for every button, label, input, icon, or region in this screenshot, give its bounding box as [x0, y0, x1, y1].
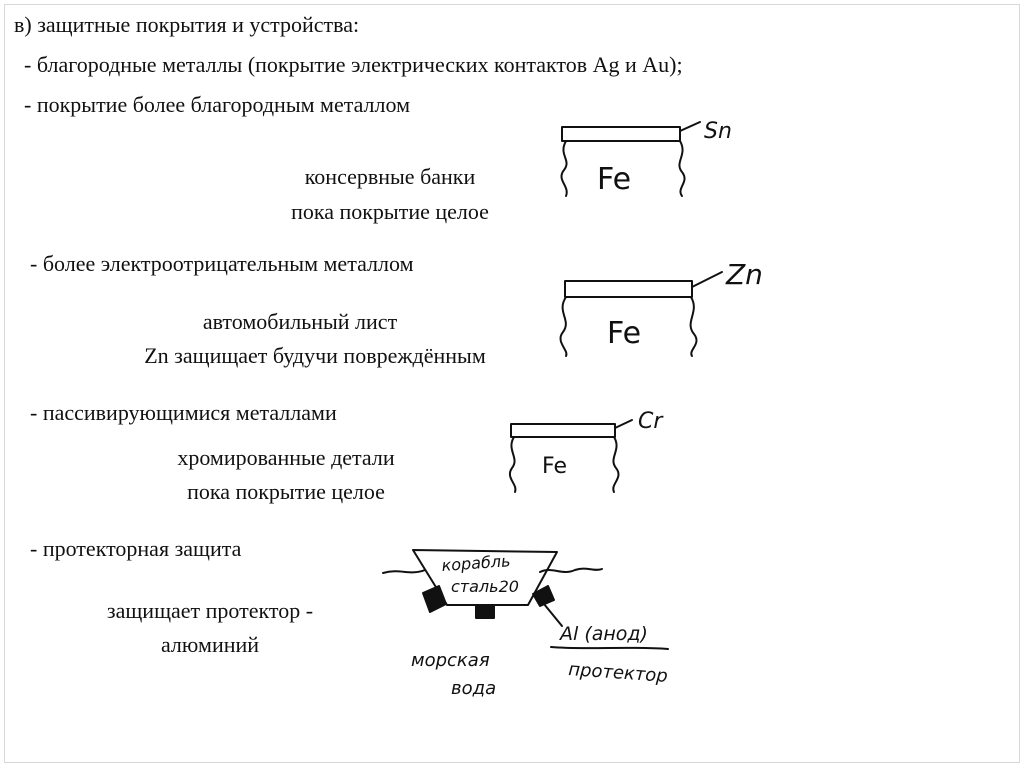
note-car-line2: Zn защищает будучи повреждённым	[144, 343, 486, 368]
item-passivating: - пассивирующимися металлами	[30, 400, 337, 425]
section-heading: в) защитные покрытия и устройства:	[14, 12, 360, 37]
note-chrome-line2: пока покрытие целое	[187, 479, 385, 504]
note-car-line1: автомобильный лист	[202, 309, 398, 334]
item-more-electronegative: - более электроотрицательным металлом	[30, 251, 414, 276]
note-protector-line2: алюминий	[160, 632, 260, 657]
label-water: вода	[451, 678, 497, 699]
label-ship: корабль	[440, 551, 512, 575]
note-chrome-line1: хромированные детали	[177, 445, 395, 470]
label-fe-1: Fe	[597, 162, 632, 197]
sketch-cr-coating	[510, 420, 632, 492]
label-cr: Cr	[638, 409, 663, 434]
label-fe-2: Fe	[607, 316, 642, 351]
sketch-zn-coating	[560, 272, 722, 356]
note-protector-line1: защищает протектор -	[106, 598, 314, 623]
note-cans-line1: консервные банки	[304, 164, 476, 189]
label-steel: сталь20	[451, 577, 519, 596]
note-cans-line2: пока покрытие целое	[291, 199, 489, 224]
label-zn: Zn	[726, 258, 763, 291]
label-anode: Al (анод)	[560, 623, 648, 645]
label-protector: протектор	[567, 659, 669, 687]
item-noble-metals: - благородные металлы (покрытие электрических контактов Ag и Au);	[24, 52, 683, 77]
item-more-noble-coating: - покрытие более благородным металлом	[24, 92, 411, 117]
label-sn: Sn	[704, 119, 732, 144]
label-sea: морская	[411, 650, 490, 671]
label-fe-3: Fe	[542, 454, 567, 479]
item-protector: - протекторная защита	[30, 536, 242, 561]
